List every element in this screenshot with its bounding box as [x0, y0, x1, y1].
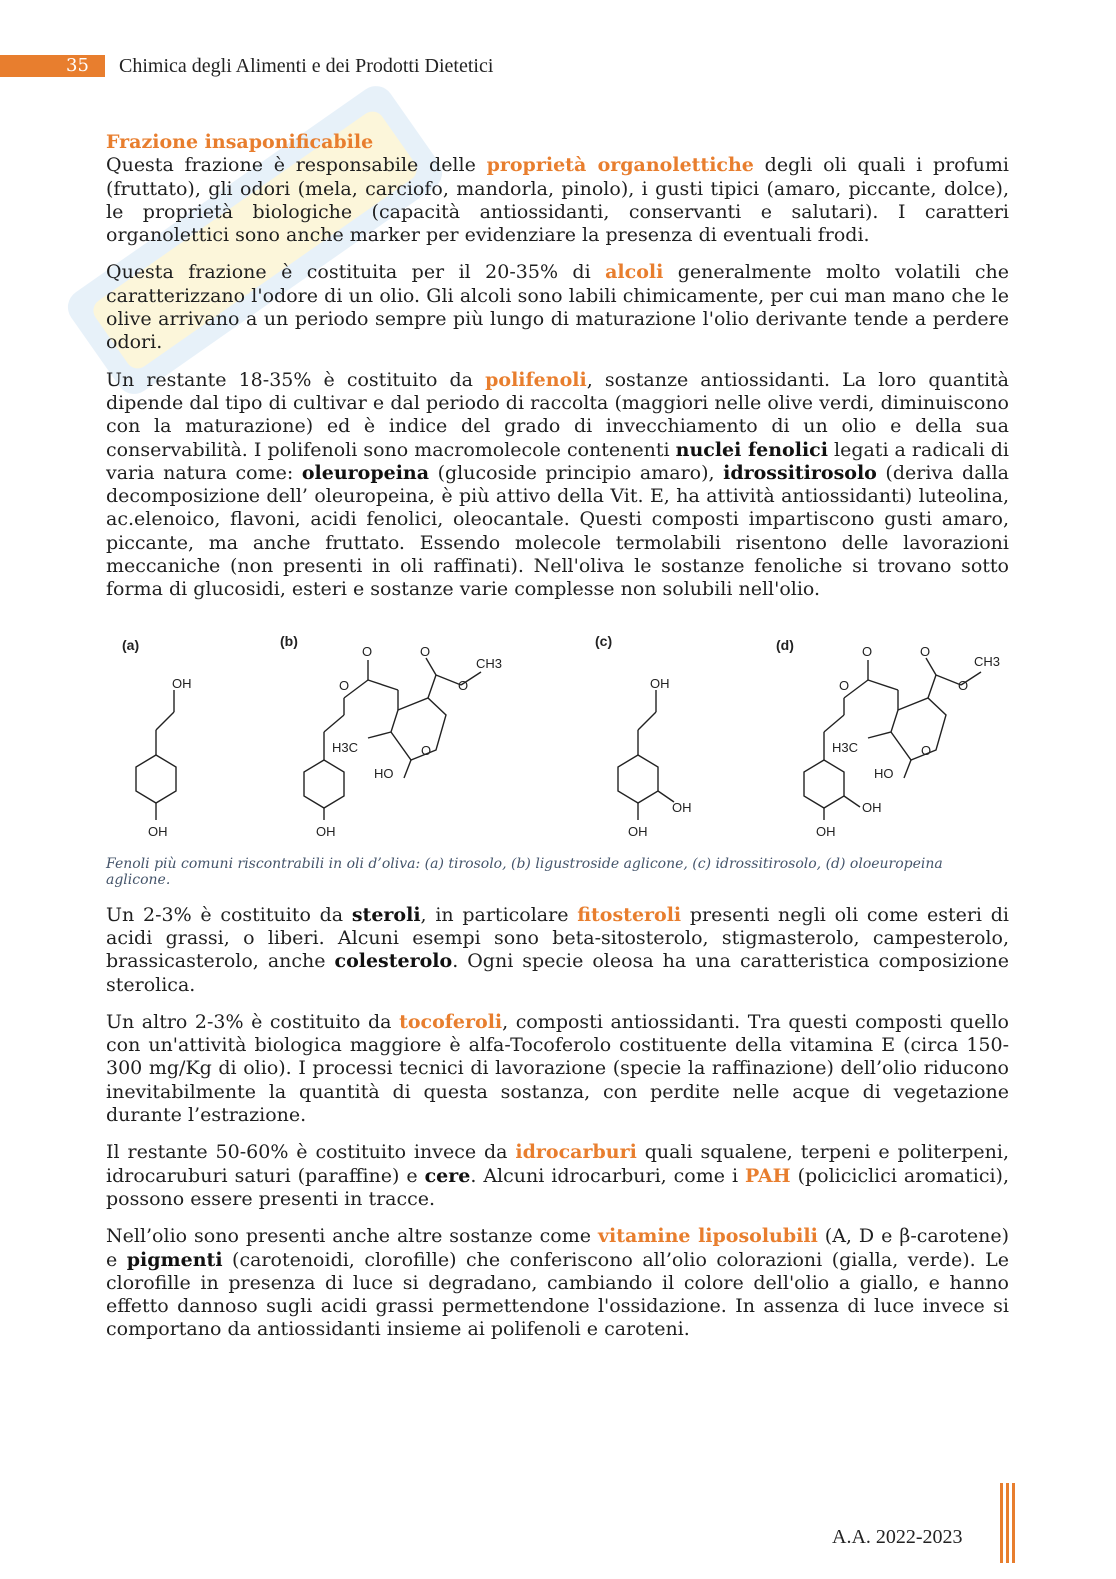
running-header-title: Chimica degli Alimenti e dei Prodotti Dietetici	[119, 55, 494, 77]
highlight-term: fitosteroli	[577, 903, 682, 926]
structure-a-ring	[136, 755, 176, 803]
text: (carotenoidi, clorofille) che conferiscono all’olio colorazioni (gialla, verde). Le clorofille in presenza di luce si degradano, cambiando il colore dell'olio a giallo, e hanno effetto dannoso sugli acidi grassi permettendone l'ossidazione. In assenza di luce invece si comportano da antiossidanti insieme ai polifenoli e caroteni.	[106, 1248, 1010, 1341]
label-o: O	[839, 677, 850, 693]
text: presenti negli oli come esteri di acidi grassi, o liberi. Alcuni esempi sono beta-sitosterolo, stigmasterolo, campesterolo, brassicasterolo, anche	[106, 903, 1009, 973]
main-content	[106, 131, 1009, 1356]
footer-decoration	[1000, 1483, 1020, 1563]
bold-term: steroli	[351, 903, 421, 926]
structure-d-ring	[804, 760, 844, 808]
label-oh: OH	[628, 823, 648, 839]
text: quali squalene, terpeni e politerpeni, idrocaruburi saturi (paraffine) e	[106, 1141, 1009, 1187]
label-oh: OH	[816, 823, 836, 839]
text: Un 2-3% è costituito da	[106, 903, 352, 926]
label-oh: OH	[672, 799, 692, 815]
label-oh: OH	[148, 823, 168, 839]
highlight-term: proprietà organolettiche	[486, 154, 754, 177]
label-o: O	[920, 643, 931, 659]
figure-tag-d: (d)	[776, 636, 794, 653]
label-o: O	[420, 643, 431, 659]
text: Questa frazione è responsabile delle	[106, 154, 487, 177]
label-o: O	[362, 643, 373, 659]
bold-term: pigmenti	[126, 1248, 223, 1271]
label-o: O	[921, 742, 932, 758]
label-h3c: H3C	[832, 739, 859, 755]
text: (A, D e β-carotene) e	[106, 1225, 1009, 1271]
bold-term: cere	[424, 1164, 471, 1187]
label-o: O	[339, 677, 350, 693]
highlight-term: alcoli	[605, 261, 664, 284]
label-ho: HO	[874, 765, 894, 781]
section-title: Frazione insaponificabile	[106, 131, 374, 153]
paragraph-polyphenols	[106, 369, 1009, 602]
paragraph-vitamins-pigments	[106, 1225, 1009, 1341]
label-ho: HO	[374, 765, 394, 781]
text: (glucoside principio amaro),	[429, 461, 724, 484]
bold-term: oleuropeina	[301, 461, 430, 484]
structure-c-ring	[618, 755, 658, 803]
label-ch3: CH3	[476, 655, 503, 671]
highlight-term: idrocarburi	[515, 1141, 637, 1164]
highlight-term: tocoferoli	[399, 1010, 503, 1033]
label-oh: OH	[862, 799, 882, 815]
text: Un altro 2-3% è costituito da	[106, 1010, 400, 1033]
label-ch3: CH3	[974, 653, 1001, 669]
label-o: O	[421, 742, 432, 758]
bold-term: nuclei fenolici	[675, 438, 828, 461]
label-oh: OH	[172, 675, 192, 691]
text: , sostanze antiossidanti. La loro quantità dipende dal tipo di cultivar e dal periodo di raccolta (maggiori nelle olive verdi, diminuiscono con la maturazione) ed è indice del grado di invecchiamento di un olio e della sua conservabilità. I polifenoli sono macromolecole contenenti	[106, 368, 1009, 461]
label-oh: OH	[650, 675, 670, 691]
paragraph-organoleptic	[106, 154, 1009, 247]
text: Questa frazione è costituita per il 20-35% di	[106, 261, 606, 284]
paragraph-hydrocarbons	[106, 1141, 1009, 1211]
text: . Alcuni idrocarburi, come i	[470, 1164, 745, 1187]
figure-tag-b: (b)	[280, 632, 298, 649]
text: , composti antiossidanti. Tra questi composti quello con un'attività biologica maggiore è alfa-Tocoferolo costituente della vitamina E (circa 150-300 mg/Kg di olio). I processi tecnici di lavorazione (specie la raffinazione) dell’olio riducono inevitabilmente la quantità di questa sostanza, con perdite nelle acque di vegetazione durante l’estrazione.	[106, 1010, 1009, 1127]
label-o: O	[958, 677, 969, 693]
text: Il restante 50-60% è costituito invece da	[106, 1141, 516, 1164]
label-oh: OH	[316, 823, 336, 839]
page-number-bar	[0, 55, 105, 77]
text: Nell’olio sono presenti anche altre sostanze come	[106, 1225, 598, 1248]
text: legati a radicali di varia natura come:	[106, 438, 1009, 484]
bold-term: colesterolo	[334, 950, 453, 973]
highlight-term: PAH	[745, 1164, 791, 1187]
chemical-structures	[106, 620, 1009, 850]
text: generalmente molto volatili che caratterizzano l'odore di un olio. Gli alcoli sono labili chimicamente, per cui man mano che le olive arrivano a un periodo sempre più lungo di maturazione l'olio derivante tende a perdere odori.	[106, 261, 1009, 354]
text: degli oli quali i profumi (fruttato), gli odori (mela, carciofo, mandorla, pinolo), i gusti tipici (amaro, piccante, dolce), le proprietà biologiche (capacità antiossidanti, conservanti e salutari). I caratteri organolettici sono anche marker per evidenziare la presenza di eventuali frodi.	[106, 154, 1009, 247]
bold-term: idrossitirosolo	[723, 461, 877, 484]
figure-tag-c: (c)	[595, 632, 613, 649]
text: . Ogni specie oleosa ha una caratteristica composizione sterolica.	[106, 950, 1009, 996]
text: , in particolare	[420, 903, 578, 926]
structure-d-pyran	[891, 698, 946, 760]
text: (policiclici aromatici), possono essere presenti in tracce.	[106, 1164, 1009, 1210]
paragraph-alcohols	[106, 261, 1009, 354]
page-number: 35	[66, 55, 89, 76]
label-o: O	[458, 677, 469, 693]
structure-b-pyran	[391, 698, 446, 760]
academic-year: A.A. 2022-2023	[832, 1526, 963, 1548]
highlight-term: vitamine liposolubili	[597, 1225, 818, 1248]
figure-caption: Fenoli più comuni riscontrabili in oli d’oliva: (a) tirosolo, (b) ligustroside aglicone, (c) idrossitirosolo, (d) oloeuropeina aglicone.	[106, 855, 943, 888]
label-h3c: H3C	[332, 739, 359, 755]
phenols-figure	[106, 620, 1009, 850]
structure-b-ring	[304, 760, 344, 808]
paragraph-sterols	[106, 904, 1009, 997]
text: Un restante 18-35% è costituito da	[106, 368, 486, 391]
figure-tag-a: (a)	[122, 636, 140, 653]
label-o: O	[862, 643, 873, 659]
paragraph-tocopherols	[106, 1011, 1009, 1127]
text: (deriva dalla decomposizione dell’ oleuropeina, è più attivo della Vit. E, ha attività antiossidanti) luteolina, ac.elenoico, flavoni, acidi fenolici, oleocantale. Questi composti impartiscono gusti amaro, piccante, ma anche fruttato. Essendo molecole termolabili risentono delle lavorazioni meccaniche (non presenti in oli raffinati). Nell'oliva le sostanze fenoliche si trovano sotto forma di glucosidi, esteri e sostanze varie complesse non solubili nell'olio.	[106, 461, 1009, 601]
highlight-term: polifenoli	[485, 368, 587, 391]
